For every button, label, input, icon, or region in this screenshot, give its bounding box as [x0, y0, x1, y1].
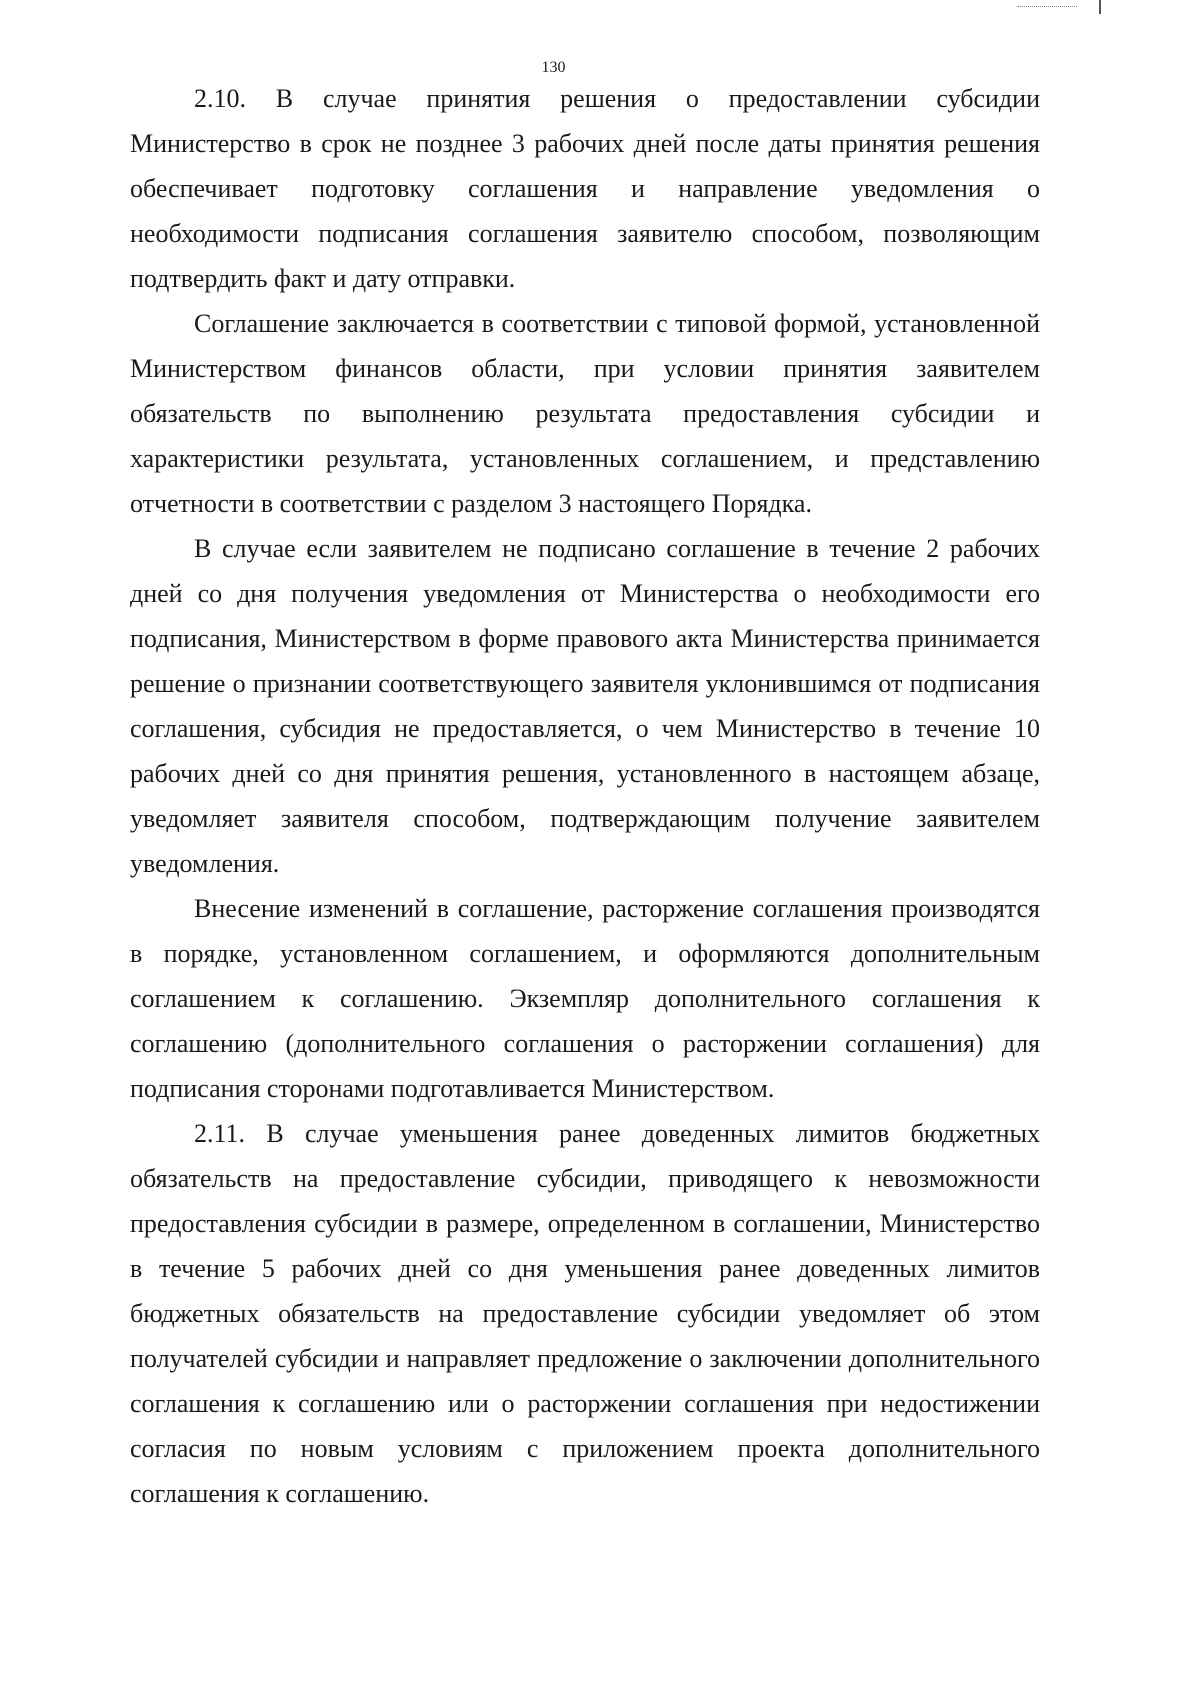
scan-edge-mark [1099, 0, 1101, 14]
paragraph-amendments: Внесение изменений в соглашение, расторжение соглашения производятся в порядке, установленном соглашением, и оформляются дополнительным соглашением к соглашению. Экземпляр дополнительного соглашения к соглашению (дополнительного соглашения о расторжении соглашения) для подписания сторонами подготавливается Министерством. [130, 894, 1040, 1103]
scan-corner-mark [1017, 0, 1077, 7]
document-body [130, 76, 1040, 1516]
paragraph-unsigned-agreement: В случае если заявителем не подписано соглашение в течение 2 рабочих дней со дня получения уведомления от Министерства о необходимости его подписания, Министерством в форме правового акта Министерства принимается решение о признании соответствующего заявителя уклонившимся от подписания соглашения, субсидия не предоставляется, о чем Министерство в течение 10 рабочих дней со дня принятия решения, установленного в настоящем абзаце, уведомляет заявителя способом, подтверждающим получение заявителем уведомления. [130, 534, 1040, 878]
paragraph-agreement-form: Соглашение заключается в соответствии с типовой формой, установленной Министерством финансов области, при условии принятия заявителем обязательств по выполнению результата предоставления субсидии и характеристики результата, установленных соглашением, и представлению отчетности в соответствии с разделом 3 настоящего Порядка. [130, 309, 1040, 518]
paragraph-2-10: 2.10. В случае принятия решения о предоставлении субсидии Министерство в срок не позднее 3 рабочих дней после даты принятия решения обеспечивает подготовку соглашения и направление уведомления о необходимости подписания соглашения заявителю способом, позволяющим подтвердить факт и дату отправки. [130, 84, 1040, 293]
page-number: 130 [541, 59, 566, 76]
paragraph-2-11: 2.11. В случае уменьшения ранее доведенных лимитов бюджетных обязательств на предоставление субсидии, приводящего к невозможности предоставления субсидии в размере, определенном в соглашении, Министерство в течение 5 рабочих дней со дня уменьшения ранее доведенных лимитов бюджетных обязательств на предоставление субсидии уведомляет об этом получателей субсидии и направляет предложение о заключении дополнительного соглашения к соглашению или о расторжении соглашения при недостижении согласия по новым условиям с приложением проекта дополнительного соглашения к соглашению. [130, 1119, 1040, 1508]
